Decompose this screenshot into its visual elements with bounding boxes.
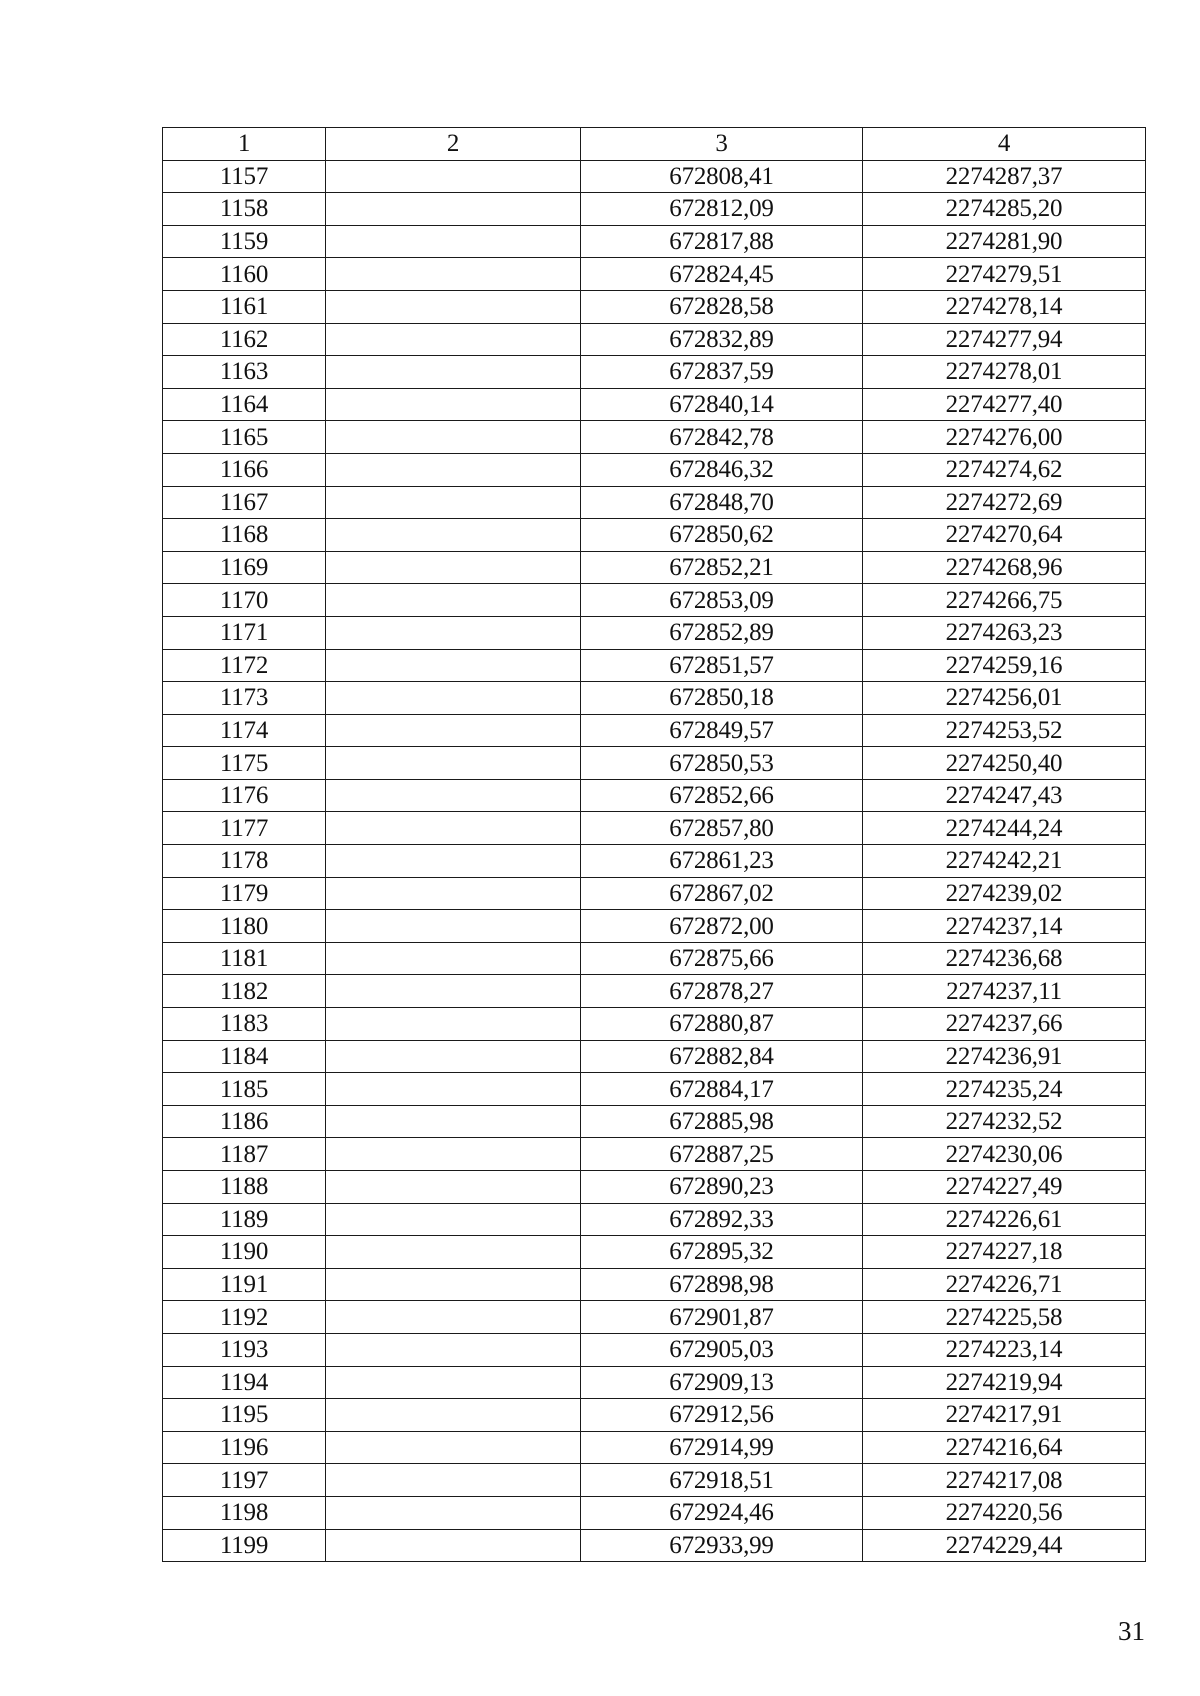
- y-coordinate-cell: 2274232,52: [863, 1105, 1146, 1138]
- table-row: [163, 616, 1146, 649]
- table-row: [163, 1464, 1146, 1497]
- x-coordinate-cell: 672851,57: [581, 649, 863, 682]
- description-cell: [326, 323, 581, 356]
- y-coordinate-cell: 2274217,91: [863, 1399, 1146, 1432]
- x-coordinate-cell: 672895,32: [581, 1236, 863, 1269]
- x-coordinate-cell: 672846,32: [581, 453, 863, 486]
- point-number-cell: 1176: [163, 779, 326, 812]
- x-coordinate-cell: 672875,66: [581, 942, 863, 975]
- point-number-cell: 1181: [163, 942, 326, 975]
- y-coordinate-cell: 2274227,18: [863, 1236, 1146, 1269]
- y-coordinate-cell: 2274250,40: [863, 747, 1146, 780]
- x-coordinate-cell: 672885,98: [581, 1105, 863, 1138]
- point-number-cell: 1161: [163, 290, 326, 323]
- y-coordinate-cell: 2274281,90: [863, 225, 1146, 258]
- y-coordinate-cell: 2274247,43: [863, 779, 1146, 812]
- table-row: [163, 1366, 1146, 1399]
- point-number-cell: 1197: [163, 1464, 326, 1497]
- description-cell: [326, 290, 581, 323]
- table-row: [163, 1203, 1146, 1236]
- description-cell: [326, 942, 581, 975]
- point-number-cell: 1173: [163, 682, 326, 715]
- table-row: [163, 1431, 1146, 1464]
- description-cell: [326, 1399, 581, 1432]
- point-number-cell: 1198: [163, 1496, 326, 1529]
- description-cell: [326, 910, 581, 943]
- description-cell: [326, 453, 581, 486]
- table-row: [163, 1399, 1146, 1432]
- description-cell: [326, 747, 581, 780]
- x-coordinate-cell: 672909,13: [581, 1366, 863, 1399]
- point-number-cell: 1163: [163, 356, 326, 389]
- table-row: [163, 1138, 1146, 1171]
- description-cell: [326, 1366, 581, 1399]
- point-number-cell: 1192: [163, 1301, 326, 1334]
- point-number-cell: 1178: [163, 845, 326, 878]
- description-cell: [326, 1008, 581, 1041]
- description-cell: [326, 1138, 581, 1171]
- description-cell: [326, 649, 581, 682]
- description-cell: [326, 1333, 581, 1366]
- x-coordinate-cell: 672861,23: [581, 845, 863, 878]
- column-header: 4: [863, 128, 1146, 161]
- table-row: [163, 1268, 1146, 1301]
- description-cell: [326, 160, 581, 193]
- y-coordinate-cell: 2274277,40: [863, 388, 1146, 421]
- y-coordinate-cell: 2274227,49: [863, 1171, 1146, 1204]
- description-cell: [326, 1040, 581, 1073]
- y-coordinate-cell: 2274237,14: [863, 910, 1146, 943]
- point-number-cell: 1196: [163, 1431, 326, 1464]
- description-cell: [326, 779, 581, 812]
- description-cell: [326, 975, 581, 1008]
- table-row: [163, 1171, 1146, 1204]
- description-cell: [326, 519, 581, 552]
- x-coordinate-cell: 672867,02: [581, 877, 863, 910]
- point-number-cell: 1184: [163, 1040, 326, 1073]
- x-coordinate-cell: 672852,66: [581, 779, 863, 812]
- description-cell: [326, 877, 581, 910]
- point-number-cell: 1199: [163, 1529, 326, 1562]
- point-number-cell: 1186: [163, 1105, 326, 1138]
- description-cell: [326, 1236, 581, 1269]
- table-row: [163, 356, 1146, 389]
- description-cell: [326, 584, 581, 617]
- x-coordinate-cell: 672890,23: [581, 1171, 863, 1204]
- table-row: [163, 225, 1146, 258]
- x-coordinate-cell: 672912,56: [581, 1399, 863, 1432]
- description-cell: [326, 1496, 581, 1529]
- point-number-cell: 1160: [163, 258, 326, 291]
- table-row: [163, 1073, 1146, 1106]
- table-row: [163, 1236, 1146, 1269]
- point-number-cell: 1191: [163, 1268, 326, 1301]
- x-coordinate-cell: 672872,00: [581, 910, 863, 943]
- column-header: 2: [326, 128, 581, 161]
- y-coordinate-cell: 2274277,94: [863, 323, 1146, 356]
- y-coordinate-cell: 2274287,37: [863, 160, 1146, 193]
- point-number-cell: 1188: [163, 1171, 326, 1204]
- point-number-cell: 1164: [163, 388, 326, 421]
- x-coordinate-cell: 672933,99: [581, 1529, 863, 1562]
- table-row: [163, 1040, 1146, 1073]
- table-row: [163, 193, 1146, 226]
- point-number-cell: 1185: [163, 1073, 326, 1106]
- table-row: [163, 388, 1146, 421]
- y-coordinate-cell: 2274230,06: [863, 1138, 1146, 1171]
- x-coordinate-cell: 672832,89: [581, 323, 863, 356]
- description-cell: [326, 1073, 581, 1106]
- point-number-cell: 1158: [163, 193, 326, 226]
- description-cell: [326, 388, 581, 421]
- table-row: [163, 812, 1146, 845]
- description-cell: [326, 1301, 581, 1334]
- description-cell: [326, 1105, 581, 1138]
- point-number-cell: 1162: [163, 323, 326, 356]
- description-cell: [326, 714, 581, 747]
- point-number-cell: 1179: [163, 877, 326, 910]
- table-row: [163, 747, 1146, 780]
- x-coordinate-cell: 672824,45: [581, 258, 863, 291]
- x-coordinate-cell: 672840,14: [581, 388, 863, 421]
- table-row: [163, 877, 1146, 910]
- x-coordinate-cell: 672901,87: [581, 1301, 863, 1334]
- table-row: [163, 1333, 1146, 1366]
- point-number-cell: 1167: [163, 486, 326, 519]
- table-row: [163, 779, 1146, 812]
- table-row: [163, 1008, 1146, 1041]
- x-coordinate-cell: 672918,51: [581, 1464, 863, 1497]
- point-number-cell: 1174: [163, 714, 326, 747]
- table-row: [163, 486, 1146, 519]
- x-coordinate-cell: 672849,57: [581, 714, 863, 747]
- y-coordinate-cell: 2274236,91: [863, 1040, 1146, 1073]
- y-coordinate-cell: 2274242,21: [863, 845, 1146, 878]
- x-coordinate-cell: 672850,53: [581, 747, 863, 780]
- x-coordinate-cell: 672808,41: [581, 160, 863, 193]
- description-cell: [326, 356, 581, 389]
- y-coordinate-cell: 2274272,69: [863, 486, 1146, 519]
- y-coordinate-cell: 2274278,14: [863, 290, 1146, 323]
- x-coordinate-cell: 672852,21: [581, 551, 863, 584]
- description-cell: [326, 421, 581, 454]
- y-coordinate-cell: 2274259,16: [863, 649, 1146, 682]
- description-cell: [326, 486, 581, 519]
- y-coordinate-cell: 2274253,52: [863, 714, 1146, 747]
- description-cell: [326, 193, 581, 226]
- x-coordinate-cell: 672853,09: [581, 584, 863, 617]
- description-cell: [326, 845, 581, 878]
- y-coordinate-cell: 2274285,20: [863, 193, 1146, 226]
- point-number-cell: 1168: [163, 519, 326, 552]
- y-coordinate-cell: 2274279,51: [863, 258, 1146, 291]
- y-coordinate-cell: 2274226,71: [863, 1268, 1146, 1301]
- description-cell: [326, 682, 581, 715]
- point-number-cell: 1194: [163, 1366, 326, 1399]
- y-coordinate-cell: 2274220,56: [863, 1496, 1146, 1529]
- y-coordinate-cell: 2274237,11: [863, 975, 1146, 1008]
- table-row: [163, 258, 1146, 291]
- x-coordinate-cell: 672898,98: [581, 1268, 863, 1301]
- point-number-cell: 1165: [163, 421, 326, 454]
- point-number-cell: 1177: [163, 812, 326, 845]
- table-row: [163, 910, 1146, 943]
- y-coordinate-cell: 2274244,24: [863, 812, 1146, 845]
- point-number-cell: 1170: [163, 584, 326, 617]
- table-row: [163, 682, 1146, 715]
- table-row: [163, 975, 1146, 1008]
- description-cell: [326, 551, 581, 584]
- coordinates-table: [162, 127, 1146, 1562]
- y-coordinate-cell: 2274237,66: [863, 1008, 1146, 1041]
- x-coordinate-cell: 672857,80: [581, 812, 863, 845]
- table-row: [163, 290, 1146, 323]
- column-header: 1: [163, 128, 326, 161]
- y-coordinate-cell: 2274270,64: [863, 519, 1146, 552]
- y-coordinate-cell: 2274235,24: [863, 1073, 1146, 1106]
- y-coordinate-cell: 2274268,96: [863, 551, 1146, 584]
- point-number-cell: 1195: [163, 1399, 326, 1432]
- y-coordinate-cell: 2274274,62: [863, 453, 1146, 486]
- y-coordinate-cell: 2274278,01: [863, 356, 1146, 389]
- point-number-cell: 1193: [163, 1333, 326, 1366]
- point-number-cell: 1183: [163, 1008, 326, 1041]
- description-cell: [326, 812, 581, 845]
- x-coordinate-cell: 672914,99: [581, 1431, 863, 1464]
- y-coordinate-cell: 2274239,02: [863, 877, 1146, 910]
- table-row: [163, 519, 1146, 552]
- x-coordinate-cell: 672817,88: [581, 225, 863, 258]
- description-cell: [326, 1529, 581, 1562]
- point-number-cell: 1157: [163, 160, 326, 193]
- y-coordinate-cell: 2274276,00: [863, 421, 1146, 454]
- point-number-cell: 1169: [163, 551, 326, 584]
- point-number-cell: 1159: [163, 225, 326, 258]
- point-number-cell: 1182: [163, 975, 326, 1008]
- description-cell: [326, 616, 581, 649]
- x-coordinate-cell: 672852,89: [581, 616, 863, 649]
- table-row: [163, 551, 1146, 584]
- description-cell: [326, 258, 581, 291]
- table-body: [163, 160, 1146, 1562]
- table-row: [163, 1496, 1146, 1529]
- table-row: [163, 1105, 1146, 1138]
- y-coordinate-cell: 2274219,94: [863, 1366, 1146, 1399]
- point-number-cell: 1172: [163, 649, 326, 682]
- table-row: [163, 160, 1146, 193]
- table-row: [163, 1301, 1146, 1334]
- y-coordinate-cell: 2274226,61: [863, 1203, 1146, 1236]
- point-number-cell: 1175: [163, 747, 326, 780]
- table-row: [163, 714, 1146, 747]
- x-coordinate-cell: 672850,18: [581, 682, 863, 715]
- table-header-row: [163, 128, 1146, 161]
- y-coordinate-cell: 2274217,08: [863, 1464, 1146, 1497]
- description-cell: [326, 1431, 581, 1464]
- description-cell: [326, 1464, 581, 1497]
- point-number-cell: 1171: [163, 616, 326, 649]
- point-number-cell: 1180: [163, 910, 326, 943]
- x-coordinate-cell: 672905,03: [581, 1333, 863, 1366]
- table-row: [163, 845, 1146, 878]
- x-coordinate-cell: 672884,17: [581, 1073, 863, 1106]
- y-coordinate-cell: 2274263,23: [863, 616, 1146, 649]
- x-coordinate-cell: 672828,58: [581, 290, 863, 323]
- table-row: [163, 453, 1146, 486]
- description-cell: [326, 1171, 581, 1204]
- x-coordinate-cell: 672812,09: [581, 193, 863, 226]
- x-coordinate-cell: 672837,59: [581, 356, 863, 389]
- x-coordinate-cell: 672850,62: [581, 519, 863, 552]
- table-row: [163, 323, 1146, 356]
- y-coordinate-cell: 2274225,58: [863, 1301, 1146, 1334]
- page-number: 31: [1118, 1616, 1145, 1646]
- x-coordinate-cell: 672887,25: [581, 1138, 863, 1171]
- table-row: [163, 649, 1146, 682]
- y-coordinate-cell: 2274256,01: [863, 682, 1146, 715]
- x-coordinate-cell: 672880,87: [581, 1008, 863, 1041]
- table-row: [163, 1529, 1146, 1562]
- table-row: [163, 421, 1146, 454]
- point-number-cell: 1189: [163, 1203, 326, 1236]
- y-coordinate-cell: 2274216,64: [863, 1431, 1146, 1464]
- x-coordinate-cell: 672878,27: [581, 975, 863, 1008]
- x-coordinate-cell: 672892,33: [581, 1203, 863, 1236]
- y-coordinate-cell: 2274236,68: [863, 942, 1146, 975]
- y-coordinate-cell: 2274223,14: [863, 1333, 1146, 1366]
- table-row: [163, 584, 1146, 617]
- point-number-cell: 1190: [163, 1236, 326, 1269]
- y-coordinate-cell: 2274229,44: [863, 1529, 1146, 1562]
- y-coordinate-cell: 2274266,75: [863, 584, 1146, 617]
- x-coordinate-cell: 672842,78: [581, 421, 863, 454]
- x-coordinate-cell: 672848,70: [581, 486, 863, 519]
- column-header: 3: [581, 128, 863, 161]
- description-cell: [326, 1203, 581, 1236]
- x-coordinate-cell: 672924,46: [581, 1496, 863, 1529]
- description-cell: [326, 1268, 581, 1301]
- point-number-cell: 1187: [163, 1138, 326, 1171]
- point-number-cell: 1166: [163, 453, 326, 486]
- x-coordinate-cell: 672882,84: [581, 1040, 863, 1073]
- description-cell: [326, 225, 581, 258]
- table-row: [163, 942, 1146, 975]
